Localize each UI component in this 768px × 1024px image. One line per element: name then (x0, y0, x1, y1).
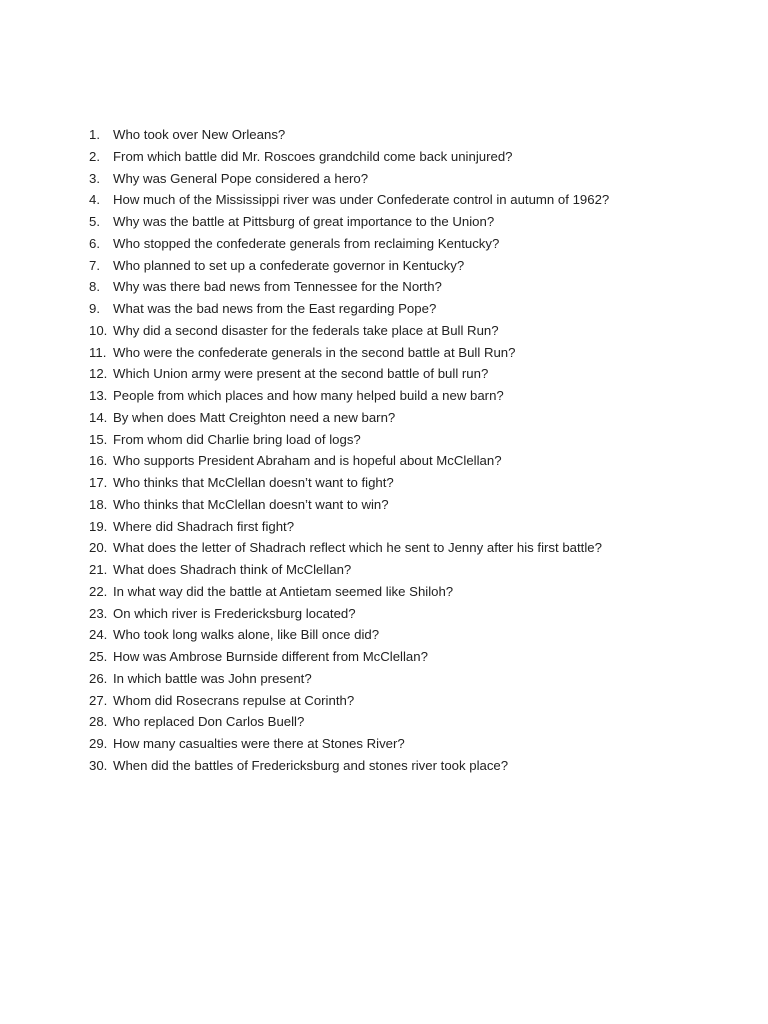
question-text: How many casualties were there at Stones River? (113, 736, 405, 751)
question-number: 26. (89, 670, 108, 686)
question-text: Why was there bad news from Tennessee for the North? (113, 279, 442, 295)
question-number: 29. (89, 736, 108, 751)
question-item (89, 211, 729, 233)
question-number: 23. (89, 605, 108, 621)
question-text: From which battle did Mr. Roscoes grandchild come back uninjured? (113, 148, 513, 164)
question-number: 7. (89, 257, 100, 273)
question-item (89, 559, 729, 581)
question-number: 3. (89, 170, 100, 186)
question-item (89, 168, 729, 190)
question-item (89, 124, 729, 146)
question-number: 10. (89, 322, 108, 338)
question-text: How much of the Mississippi river was under Confederate control in autumn of 1962? (113, 192, 610, 208)
question-number: 22. (89, 583, 108, 599)
question-number: 16. (89, 453, 108, 469)
question-number: 28. (89, 714, 108, 730)
question-item (89, 733, 729, 755)
question-item (89, 298, 729, 320)
question-text: What does Shadrach think of McClellan? (113, 562, 352, 577)
question-item (89, 690, 729, 712)
question-text: Who were the confederate generals in the second battle at Bull Run? (113, 344, 516, 360)
question-text: Which Union army were present at the second battle of bull run? (113, 366, 489, 382)
question-number: 2. (89, 148, 100, 164)
question-text: Who took over New Orleans? (113, 127, 286, 142)
question-number: 8. (89, 279, 100, 295)
question-text: From whom did Charlie bring load of logs? (113, 431, 361, 447)
question-text: Why was the battle at Pittsburg of great importance to the Union? (113, 214, 495, 229)
question-item (89, 233, 729, 255)
question-item (89, 429, 729, 451)
question-text: Who replaced Don Carlos Buell? (113, 714, 305, 730)
question-number: 24. (89, 627, 108, 643)
question-number: 9. (89, 301, 100, 316)
question-item (89, 363, 729, 385)
question-item (89, 146, 729, 168)
question-text: Who supports President Abraham and is hopeful about McClellan? (113, 453, 502, 469)
question-item (89, 516, 729, 538)
question-number: 4. (89, 192, 100, 208)
question-item (89, 472, 729, 494)
question-text: When did the battles of Fredericksburg and stones river took place? (113, 757, 509, 773)
question-number: 25. (89, 649, 108, 664)
question-item (89, 342, 729, 364)
question-text: How was Ambrose Burnside different from McClellan? (113, 649, 428, 664)
question-text: Whom did Rosecrans repulse at Corinth? (113, 692, 355, 708)
question-text: Why was General Pope considered a hero? (113, 170, 369, 186)
question-number: 20. (89, 540, 108, 556)
question-text: What does the letter of Shadrach reflect which he sent to Jenny after his first battle? (113, 540, 602, 556)
question-text: On which river is Fredericksburg located? (113, 605, 356, 621)
question-item (89, 320, 729, 342)
question-text: Who planned to set up a confederate governor in Kentucky? (113, 257, 465, 273)
question-item (89, 581, 729, 603)
question-number: 1. (89, 127, 100, 142)
question-number: 14. (89, 409, 108, 425)
question-text: Who took long walks alone, like Bill once did? (113, 627, 380, 643)
question-text: Who thinks that McClellan doesn’t want to win? (113, 496, 389, 512)
question-number: 15. (89, 431, 108, 447)
question-text: What was the bad news from the East regarding Pope? (113, 301, 437, 316)
question-text: Where did Shadrach first fight? (113, 518, 295, 534)
question-number: 5. (89, 214, 100, 229)
question-item (89, 603, 729, 625)
question-number: 30. (89, 757, 108, 773)
question-item (89, 624, 729, 646)
question-item (89, 755, 729, 777)
question-number: 19. (89, 518, 108, 534)
question-text: By when does Matt Creighton need a new barn? (113, 409, 396, 425)
question-number: 13. (89, 388, 108, 403)
question-item (89, 407, 729, 429)
question-item (89, 189, 729, 211)
question-text: People from which places and how many helped build a new barn? (113, 388, 504, 403)
question-item (89, 537, 729, 559)
question-text: In which battle was John present? (113, 670, 312, 686)
question-item (89, 450, 729, 472)
question-text: Why did a second disaster for the federals take place at Bull Run? (113, 322, 499, 338)
question-item (89, 255, 729, 277)
question-text: Who stopped the confederate generals from reclaiming Kentucky? (113, 235, 500, 251)
question-number: 21. (89, 562, 108, 577)
question-item (89, 276, 729, 298)
question-number: 27. (89, 692, 108, 708)
question-item (89, 711, 729, 733)
question-number: 6. (89, 235, 100, 251)
question-item (89, 668, 729, 690)
question-number: 12. (89, 366, 108, 382)
question-item (89, 494, 729, 516)
question-item (89, 646, 729, 668)
question-number: 11. (89, 344, 107, 360)
question-number: 17. (89, 475, 108, 490)
question-text: Who thinks that McClellan doesn’t want to fight? (113, 475, 394, 490)
question-item (89, 385, 729, 407)
question-number: 18. (89, 496, 108, 512)
question-text: In what way did the battle at Antietam seemed like Shiloh? (113, 583, 454, 599)
question-list (89, 124, 729, 777)
